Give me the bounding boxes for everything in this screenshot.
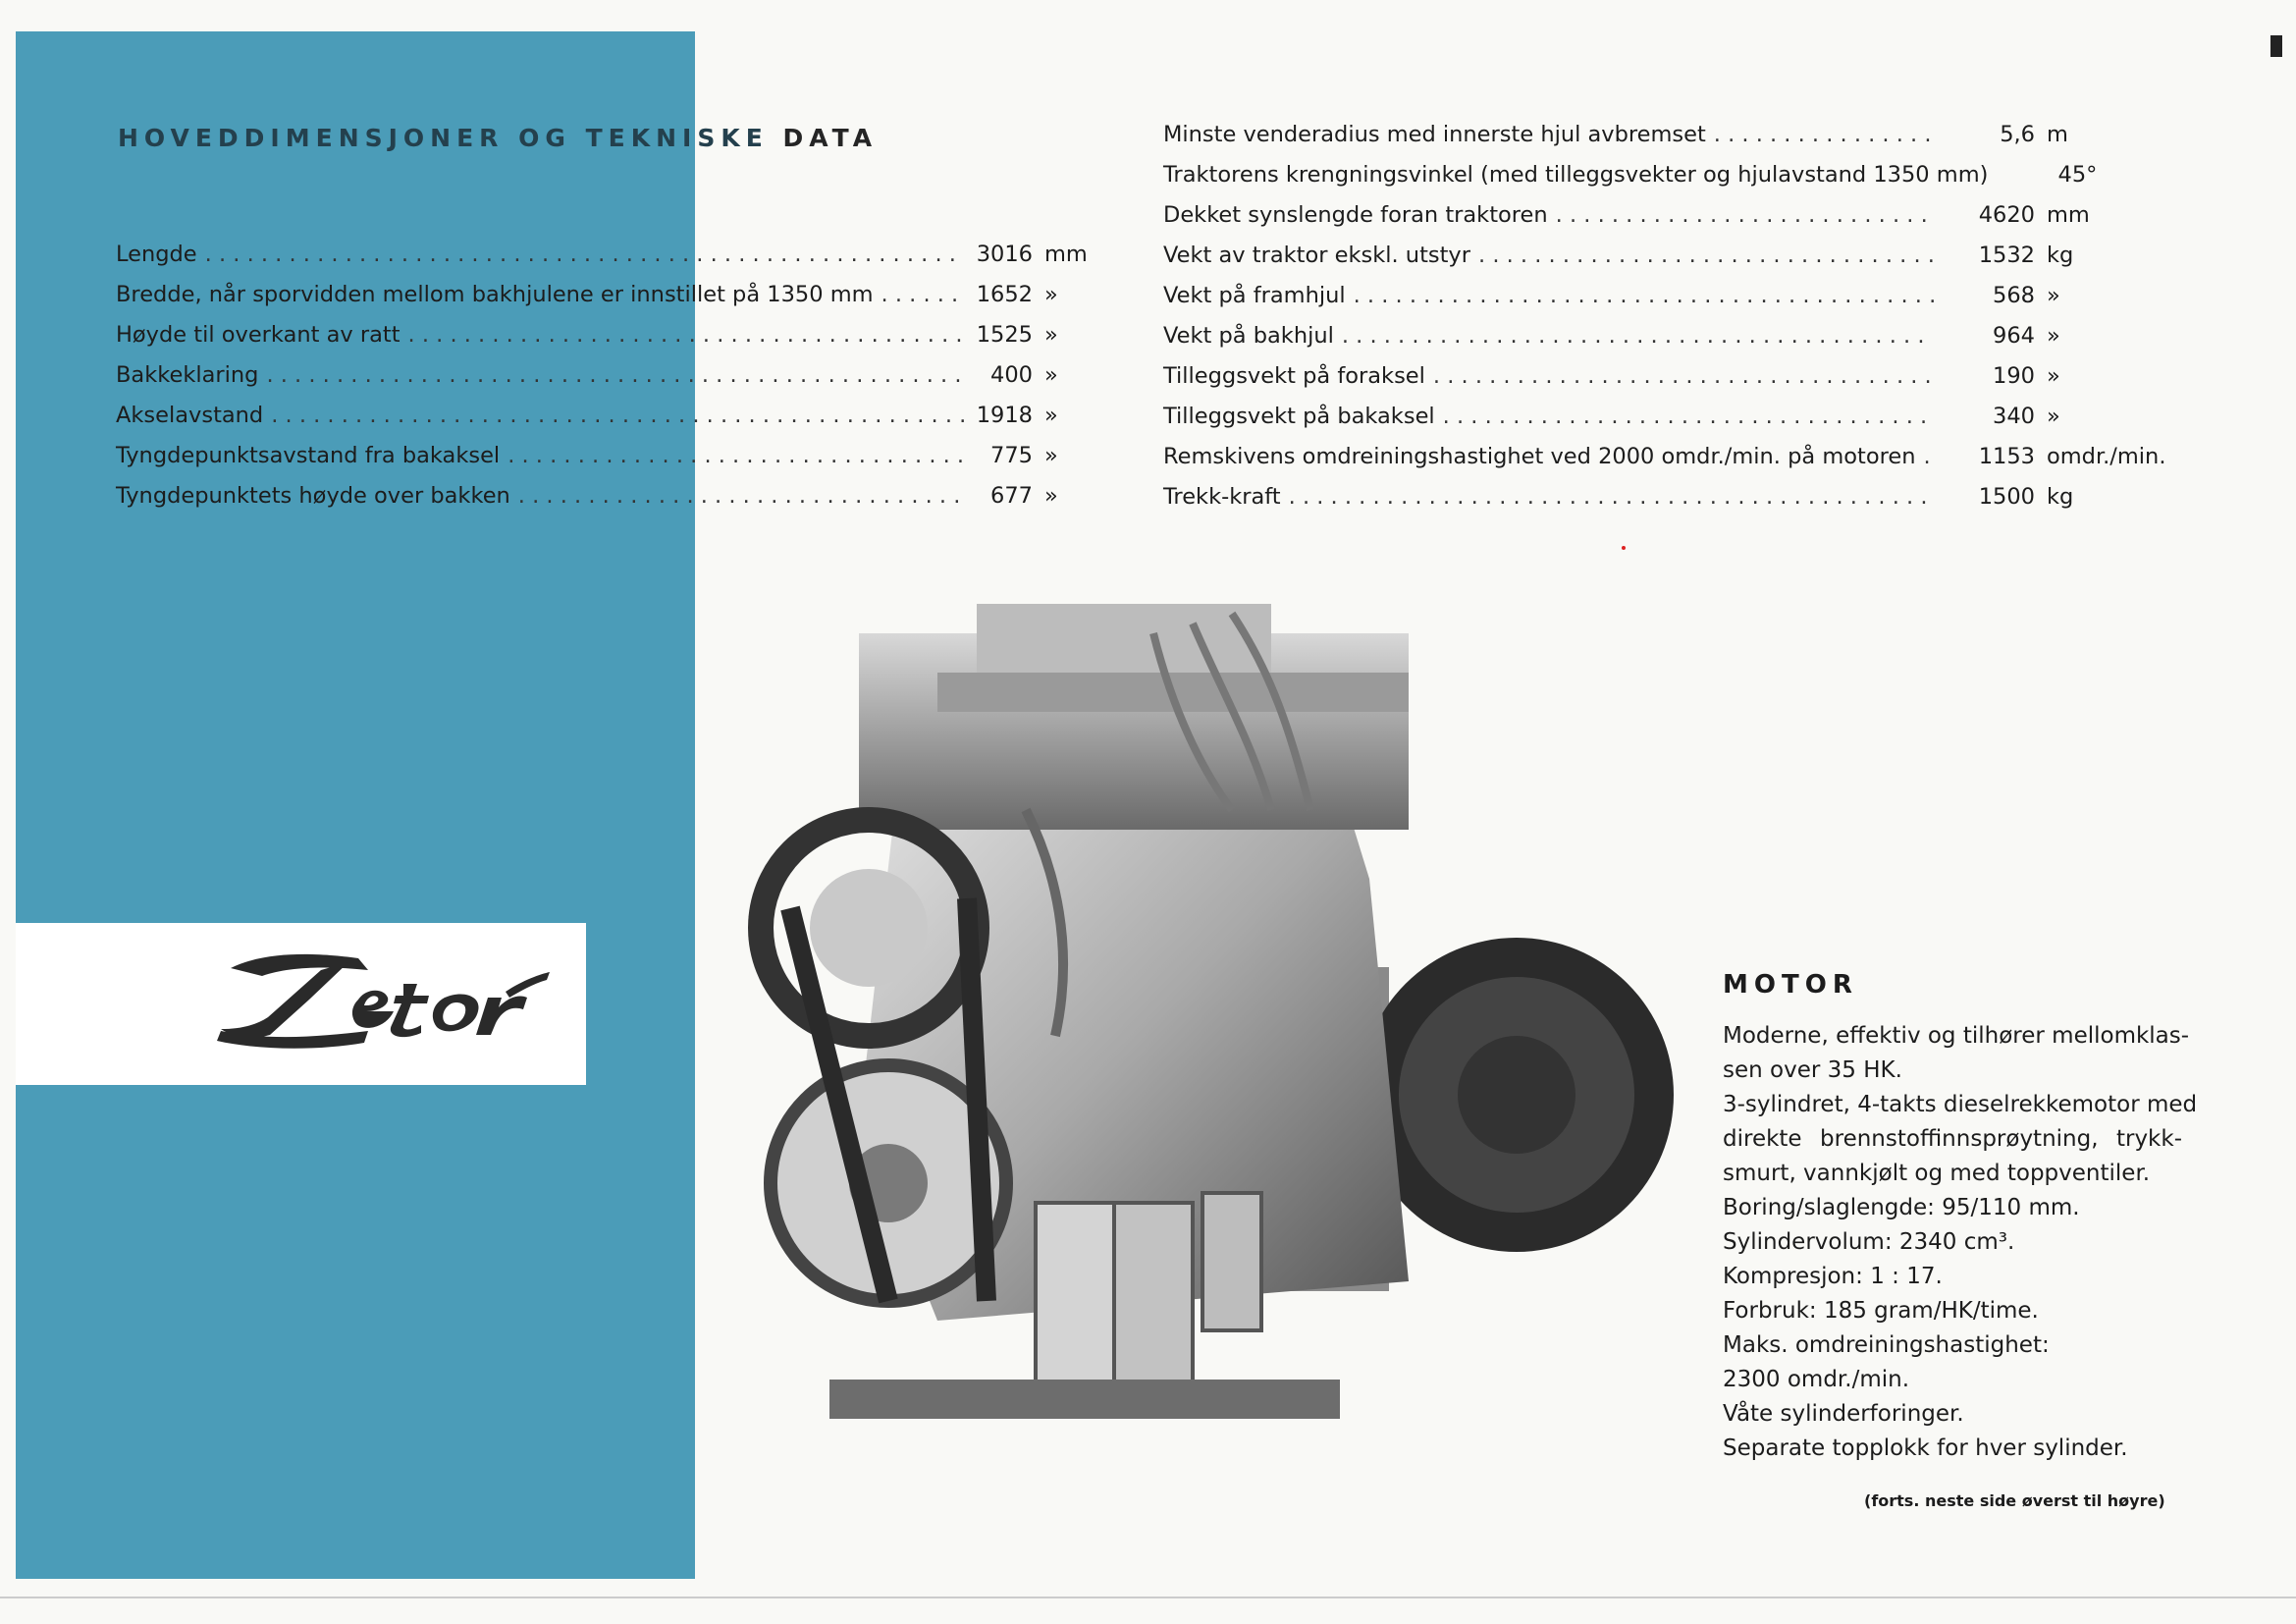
- spec-unit: »: [2047, 323, 2060, 349]
- heading-blue-part: HOVEDDIMENSJONER OG TEKNISKE: [118, 124, 769, 152]
- spec-row: [116, 282, 1097, 322]
- spec-value: 340: [1993, 404, 2035, 429]
- dot-leader: [518, 483, 964, 509]
- dot-leader: [271, 403, 964, 428]
- spec-value: 568: [1993, 283, 2035, 308]
- spec-unit: »: [2047, 363, 2060, 389]
- motor-line: Boring/slaglengde: 95/110 mm.: [1723, 1195, 2080, 1220]
- spec-unit: kg: [2047, 484, 2074, 510]
- engine-photo: [741, 574, 1674, 1476]
- dot-leader: [205, 242, 964, 267]
- page-heading: [118, 124, 878, 152]
- spec-label: Trekk-kraft: [1163, 484, 1281, 510]
- spec-value: 1652: [976, 282, 1033, 307]
- dot-leader: [408, 322, 964, 348]
- motor-line: 2300 omdr./min.: [1723, 1367, 1910, 1392]
- spec-label: Tyngdepunktsavstand fra bakaksel: [116, 443, 501, 468]
- spec-value: 3016: [976, 242, 1033, 267]
- dot-leader: [1342, 323, 1934, 349]
- spec-value: 1500: [1978, 484, 2035, 510]
- motor-line: Sylindervolum: 2340 cm³.: [1723, 1229, 2015, 1255]
- dot-leader: [1289, 484, 1934, 510]
- spec-unit: m: [2047, 122, 2068, 147]
- spec-label: Høyde til overkant av ratt: [116, 322, 400, 348]
- spec-label: Lengde: [116, 242, 197, 267]
- dot-leader: [1923, 444, 1934, 469]
- motor-line: Kompresjon: 1 : 17.: [1723, 1264, 1943, 1289]
- spec-unit: mm: [2047, 202, 2090, 228]
- spec-label: Traktorens krengningsvinkel (med tilleggsvekter og hjulavstand 1350 mm): [1163, 162, 1989, 188]
- dot-leader: [1354, 283, 1934, 308]
- continued-note: (forts. neste side øverst til høyre): [1864, 1491, 2165, 1510]
- spec-unit: »: [1044, 443, 1058, 468]
- spec-value: 1532: [1978, 243, 2035, 268]
- spec-value: 5,6: [2000, 122, 2035, 147]
- spec-row: [1163, 404, 2145, 444]
- spec-row: [1163, 484, 2145, 524]
- spec-label: Bakkeklaring: [116, 362, 259, 388]
- spec-label: Dekket synslengde foran traktoren: [1163, 202, 1548, 228]
- spec-row: [1163, 444, 2166, 484]
- spec-unit: mm: [1044, 242, 1088, 267]
- spec-value: 1153: [1978, 444, 2035, 469]
- spec-value: 677: [990, 483, 1033, 509]
- motor-description: [1723, 1019, 2198, 1466]
- spec-label: Bredde, når sporvidden mellom bakhjulene er innstillet på 1350 mm: [116, 282, 874, 307]
- spec-row: [1163, 202, 2145, 243]
- spec-unit: »: [2047, 404, 2060, 429]
- spec-row: [1163, 243, 2145, 283]
- spec-value: 1918: [976, 403, 1033, 428]
- motor-line: 3-sylindret, 4-takts dieselrekkemotor med: [1723, 1092, 2198, 1117]
- spec-unit: »: [1044, 403, 1058, 428]
- scan-bottom-edge: [0, 1597, 2296, 1598]
- spec-row: [116, 483, 1097, 523]
- motor-line: Separate topplokk for hver sylinder.: [1723, 1435, 2128, 1461]
- spec-row: [116, 403, 1097, 443]
- spec-row: [116, 322, 1097, 362]
- spec-row: [1163, 122, 2145, 162]
- spec-unit: »: [1044, 483, 1058, 509]
- spec-value: 4620: [1978, 202, 2035, 228]
- spec-unit: omdr./min.: [2047, 444, 2166, 469]
- scan-edge-mark: [2270, 35, 2282, 57]
- motor-line: direkte brennstoffinnsprøytning, trykk-: [1723, 1126, 2182, 1152]
- spec-value: 190: [1993, 363, 2035, 389]
- spec-unit: »: [2047, 283, 2060, 308]
- spec-unit: kg: [2047, 243, 2074, 268]
- dot-leader: [266, 362, 964, 388]
- dot-leader: [1714, 122, 1934, 147]
- spec-label: Vekt på bakhjul: [1163, 323, 1334, 349]
- motor-line: Forbruk: 185 gram/HK/time.: [1723, 1298, 2039, 1324]
- dot-leader: [1443, 404, 1934, 429]
- dot-leader: [881, 282, 964, 307]
- motor-line: sen over 35 HK.: [1723, 1057, 1902, 1083]
- spec-label: Tilleggsvekt på bakaksel: [1163, 404, 1435, 429]
- spec-label: Vekt av traktor ekskl. utstyr: [1163, 243, 1471, 268]
- zetor-logo: [211, 941, 550, 1058]
- motor-line: Maks. omdreiningshastighet:: [1723, 1332, 2050, 1358]
- dot-leader: [507, 443, 964, 468]
- spec-label: Minste venderadius med innerste hjul avbremset: [1163, 122, 1706, 147]
- heading-white-part: DATA: [768, 124, 879, 152]
- print-speck: [1622, 546, 1626, 550]
- motor-heading: MOTOR: [1723, 970, 1858, 1000]
- dot-leader: [1433, 363, 1934, 389]
- spec-label: Tyngdepunktets høyde over bakken: [116, 483, 510, 509]
- spec-unit: »: [1044, 282, 1058, 307]
- spec-label: Akselavstand: [116, 403, 264, 428]
- spec-row: [1163, 283, 2145, 323]
- spec-row: [1163, 363, 2145, 404]
- technical-data-table: [1163, 122, 2166, 524]
- spec-row: [1163, 323, 2145, 363]
- dot-leader: [1478, 243, 1934, 268]
- dot-leader: [1556, 202, 1934, 228]
- spec-value: 775: [990, 443, 1033, 468]
- spec-value: 45°: [2057, 162, 2098, 188]
- motor-line: Moderne, effektiv og tilhører mellomklas-: [1723, 1023, 2190, 1049]
- spec-row: [116, 443, 1097, 483]
- spec-value: 1525: [976, 322, 1033, 348]
- spec-value: 964: [1993, 323, 2035, 349]
- spec-value: 400: [990, 362, 1033, 388]
- spec-unit: »: [1044, 362, 1058, 388]
- spec-label: Remskivens omdreiningshastighet ved 2000 omdr./min. på motoren: [1163, 444, 1916, 469]
- spec-unit: »: [1044, 322, 1058, 348]
- spec-row: [1163, 162, 2145, 202]
- main-dimensions-table: [116, 242, 1097, 523]
- spec-label: Vekt på framhjul: [1163, 283, 1346, 308]
- motor-line: smurt, vannkjølt og med toppventiler.: [1723, 1161, 2151, 1186]
- motor-line: Våte sylinderforinger.: [1723, 1401, 1964, 1427]
- spec-label: Tilleggsvekt på foraksel: [1163, 363, 1425, 389]
- spec-row: [116, 242, 1097, 282]
- spec-row: [116, 362, 1097, 403]
